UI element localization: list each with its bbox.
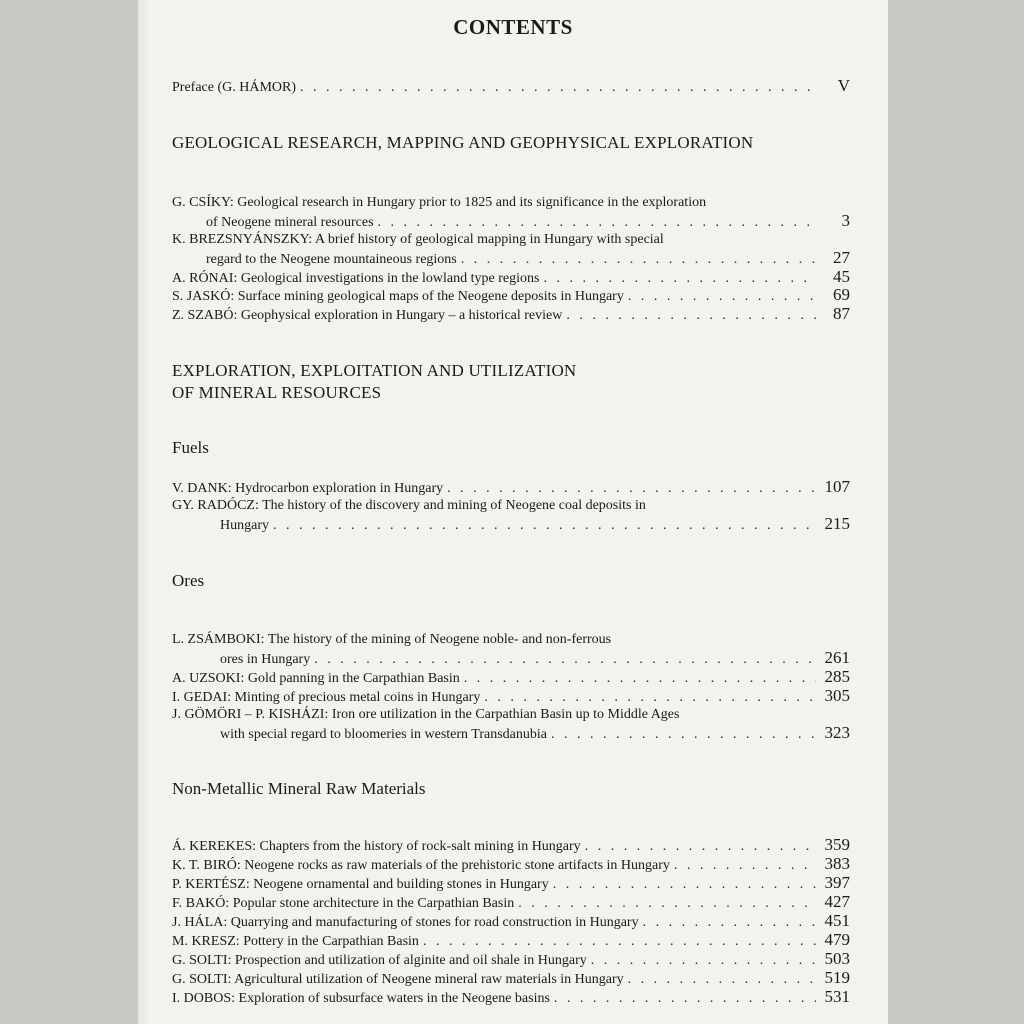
leader-dots bbox=[553, 876, 816, 894]
entry-author: J. GÖMÖRI – P. KISHÁZI bbox=[172, 707, 325, 722]
toc-entry: I. GEDAI: Minting of precious metal coins in Hungary . . . 305 bbox=[172, 687, 850, 707]
entry-title: Pottery in the Carpathian Basin bbox=[243, 934, 419, 949]
subheading-fuels: Fuels bbox=[172, 438, 209, 457]
page-number: 87 bbox=[833, 304, 850, 323]
preface-entry bbox=[172, 76, 850, 97]
entry-author: S. JASKÓ bbox=[172, 289, 231, 304]
toc-entry: J. GÖMÖRI – P. KISHÁZI: Iron ore utilization in the Carpathian Basin up to Middle Ages with special regard to bloomeries in western Transdanubia . . . 323 bbox=[172, 706, 850, 744]
leader-dots bbox=[628, 288, 816, 306]
page-number: V bbox=[837, 76, 850, 95]
page-number: 285 bbox=[824, 667, 850, 686]
entry-title: Minting of precious metal coins in Hungary bbox=[234, 690, 481, 705]
entry-author: GY. RADÓCZ bbox=[172, 498, 255, 513]
leader-dots bbox=[591, 952, 816, 970]
entry-author: I. GEDAI bbox=[172, 690, 228, 705]
leader-dots bbox=[484, 689, 816, 707]
entry-title: Geophysical exploration in Hungary – a historical review bbox=[240, 308, 563, 323]
page-number: 305 bbox=[824, 686, 850, 705]
toc-entry: G. SOLTI: Agricultural utilization of Neogene mineral raw materials in Hungary . . . 519 bbox=[172, 969, 850, 989]
page-number: 503 bbox=[824, 949, 850, 968]
toc-entry: S. JASKÓ: Surface mining geological maps of the Neogene deposits in Hungary . . . 69 bbox=[172, 286, 850, 306]
toc-entry: A. UZSOKI: Gold panning in the Carpathian Basin . . . 285 bbox=[172, 668, 850, 688]
entry-title: Neogene rocks as raw materials of the prehistoric stone artifacts in Hungary bbox=[244, 858, 670, 873]
leader-dots bbox=[273, 517, 816, 535]
section-heading-line: OF MINERAL RESOURCES bbox=[172, 383, 382, 402]
leader-dots bbox=[423, 933, 816, 951]
leader-dots bbox=[585, 838, 816, 856]
entry-title-cont: Hungary bbox=[220, 518, 269, 533]
entry-author: V. DANK bbox=[172, 481, 228, 496]
leader-dots bbox=[674, 857, 816, 875]
entry-title: Exploration of subsurface waters in the Neogene basins bbox=[238, 991, 550, 1006]
page-number: 261 bbox=[824, 648, 850, 667]
subheading-nonmetallic: Non-Metallic Mineral Raw Materials bbox=[172, 779, 426, 798]
leader-dots bbox=[314, 651, 816, 669]
entry-author: Á. KEREKES bbox=[172, 839, 253, 854]
leader-dots bbox=[643, 914, 816, 932]
toc-entry: K. BREZSNYÁNSZKY: A brief history of geological mapping in Hungary with special regard to the Neogene mountaineous regions . . . 27 bbox=[172, 231, 850, 269]
entry-title-cont: regard to the Neogene mountaineous regions bbox=[206, 252, 457, 267]
entry-title: Geological research in Hungary prior to 1825 and its significance in the exploration bbox=[237, 195, 707, 210]
entry-author: G. SOLTI bbox=[172, 953, 228, 968]
preface-label: Preface (G. HÁMOR) bbox=[172, 80, 297, 95]
section-heading-geological: GEOLOGICAL RESEARCH, MAPPING AND GEOPHYSICAL EXPLORATION bbox=[172, 133, 754, 152]
entry-author: A. UZSOKI bbox=[172, 671, 241, 686]
entry-author: A. RÓNAI bbox=[172, 271, 234, 286]
page-number: 215 bbox=[824, 514, 850, 533]
toc-entry: Á. KEREKES: Chapters from the history of rock-salt mining in Hungary . . . 359 bbox=[172, 836, 850, 856]
leader-dots bbox=[378, 214, 816, 232]
section-heading-line: EXPLORATION, EXPLOITATION AND UTILIZATION bbox=[172, 361, 577, 380]
entry-title: Hydrocarbon exploration in Hungary bbox=[235, 481, 444, 496]
entry-title: Chapters from the history of rock-salt mining in Hungary bbox=[259, 839, 581, 854]
page-number: 45 bbox=[833, 267, 850, 286]
leader-dots bbox=[461, 251, 816, 269]
page-number: 519 bbox=[824, 968, 850, 987]
entry-title: Iron ore utilization in the Carpathian Basin up to Middle Ages bbox=[331, 707, 680, 722]
leader-dots bbox=[554, 990, 816, 1008]
entry-title: Popular stone architecture in the Carpathian Basin bbox=[232, 896, 515, 911]
page-number: 479 bbox=[824, 930, 850, 949]
entry-title: The history of the discovery and mining of Neogene coal deposits in bbox=[262, 498, 646, 513]
entry-author: K. T. BIRÓ bbox=[172, 858, 237, 873]
entry-title: Agricultural utilization of Neogene mineral raw materials in Hungary bbox=[234, 972, 624, 987]
page-title: CONTENTS bbox=[453, 15, 573, 39]
leader-dots bbox=[464, 670, 816, 688]
toc-entry: G. SOLTI: Prospection and utilization of alginite and oil shale in Hungary . . . 503 bbox=[172, 950, 850, 970]
entry-title: Surface mining geological maps of the Neogene deposits in Hungary bbox=[237, 289, 624, 304]
page-number: 531 bbox=[824, 987, 850, 1006]
toc-entry: K. T. BIRÓ: Neogene rocks as raw materials of the prehistoric stone artifacts in Hungary . . . 383 bbox=[172, 855, 850, 875]
entry-title: Prospection and utilization of alginite and oil shale in Hungary bbox=[234, 953, 587, 968]
entry-title: A brief history of geological mapping in Hungary with special bbox=[315, 232, 664, 247]
toc-entry: M. KRESZ: Pottery in the Carpathian Basin . . . 479 bbox=[172, 931, 850, 951]
entry-author: I. DOBOS bbox=[172, 991, 232, 1006]
toc-entry: L. ZSÁMBOKI: The history of the mining of Neogene noble- and non-ferrous ores in Hungary . . . 261 bbox=[172, 631, 850, 669]
entry-author: L. ZSÁMBOKI bbox=[172, 632, 261, 647]
page-number: 107 bbox=[824, 477, 850, 496]
toc-entry: GY. RADÓCZ: The history of the discovery and mining of Neogene coal deposits in Hungary . . . 215 bbox=[172, 497, 850, 535]
page-number: 451 bbox=[824, 911, 850, 930]
entry-title: The history of the mining of Neogene noble- and non-ferrous bbox=[267, 632, 612, 647]
entry-title-cont: of Neogene mineral resources bbox=[206, 215, 374, 230]
toc-entry: P. KERTÉSZ: Neogene ornamental and building stones in Hungary . . . 397 bbox=[172, 874, 850, 894]
entry-author: M. KRESZ bbox=[172, 934, 236, 949]
leader-dots bbox=[447, 480, 816, 498]
page-number: 27 bbox=[833, 248, 850, 267]
entry-author: G. CSÍKY bbox=[172, 195, 230, 210]
leader-dots bbox=[551, 726, 816, 744]
leader-dots bbox=[300, 80, 816, 96]
toc-entry: Z. SZABÓ: Geophysical exploration in Hungary – a historical review . . . 87 bbox=[172, 305, 850, 325]
page-number: 359 bbox=[824, 835, 850, 854]
entry-author: G. SOLTI bbox=[172, 972, 228, 987]
section-heading-exploration bbox=[172, 360, 576, 404]
document-page bbox=[138, 0, 888, 1024]
entry-title: Geological investigations in the lowland type regions bbox=[240, 271, 540, 286]
entry-author: F. BAKÓ bbox=[172, 896, 226, 911]
toc-entry: A. RÓNAI: Geological investigations in the lowland type regions . . . 45 bbox=[172, 268, 850, 288]
subheading-ores: Ores bbox=[172, 571, 205, 590]
toc-entry: I. DOBOS: Exploration of subsurface waters in the Neogene basins . . . 531 bbox=[172, 988, 850, 1008]
entry-title-cont: with special regard to bloomeries in western Transdanubia bbox=[220, 727, 547, 742]
page-number: 427 bbox=[824, 892, 850, 911]
entry-author: Z. SZABÓ bbox=[172, 308, 234, 323]
page-number: 323 bbox=[824, 723, 850, 742]
entry-title: Neogene ornamental and building stones in Hungary bbox=[253, 877, 549, 892]
page-number: 3 bbox=[841, 211, 850, 230]
entry-title: Gold panning in the Carpathian Basin bbox=[247, 671, 460, 686]
leader-dots bbox=[628, 971, 816, 989]
entry-author: K. BREZSNYÁNSZKY bbox=[172, 232, 309, 247]
entry-author: J. HÁLA bbox=[172, 915, 224, 930]
leader-dots bbox=[566, 307, 816, 325]
entry-author: P. KERTÉSZ bbox=[172, 877, 246, 892]
leader-dots bbox=[518, 895, 816, 913]
toc-entry: J. HÁLA: Quarrying and manufacturing of stones for road construction in Hungary . . . 451 bbox=[172, 912, 850, 932]
entry-title-cont: ores in Hungary bbox=[220, 652, 311, 667]
entry-title: Quarrying and manufacturing of stones for road construction in Hungary bbox=[230, 915, 639, 930]
page-number: 397 bbox=[824, 873, 850, 892]
toc-entry: V. DANK: Hydrocarbon exploration in Hungary . . . 107 bbox=[172, 478, 850, 498]
page-number: 383 bbox=[824, 854, 850, 873]
toc-entry: F. BAKÓ: Popular stone architecture in the Carpathian Basin . . . 427 bbox=[172, 893, 850, 913]
toc-entry: G. CSÍKY: Geological research in Hungary prior to 1825 and its significance in the exploration of Neogene mineral resources . . . 3 bbox=[172, 194, 850, 232]
page-number: 69 bbox=[833, 285, 850, 304]
